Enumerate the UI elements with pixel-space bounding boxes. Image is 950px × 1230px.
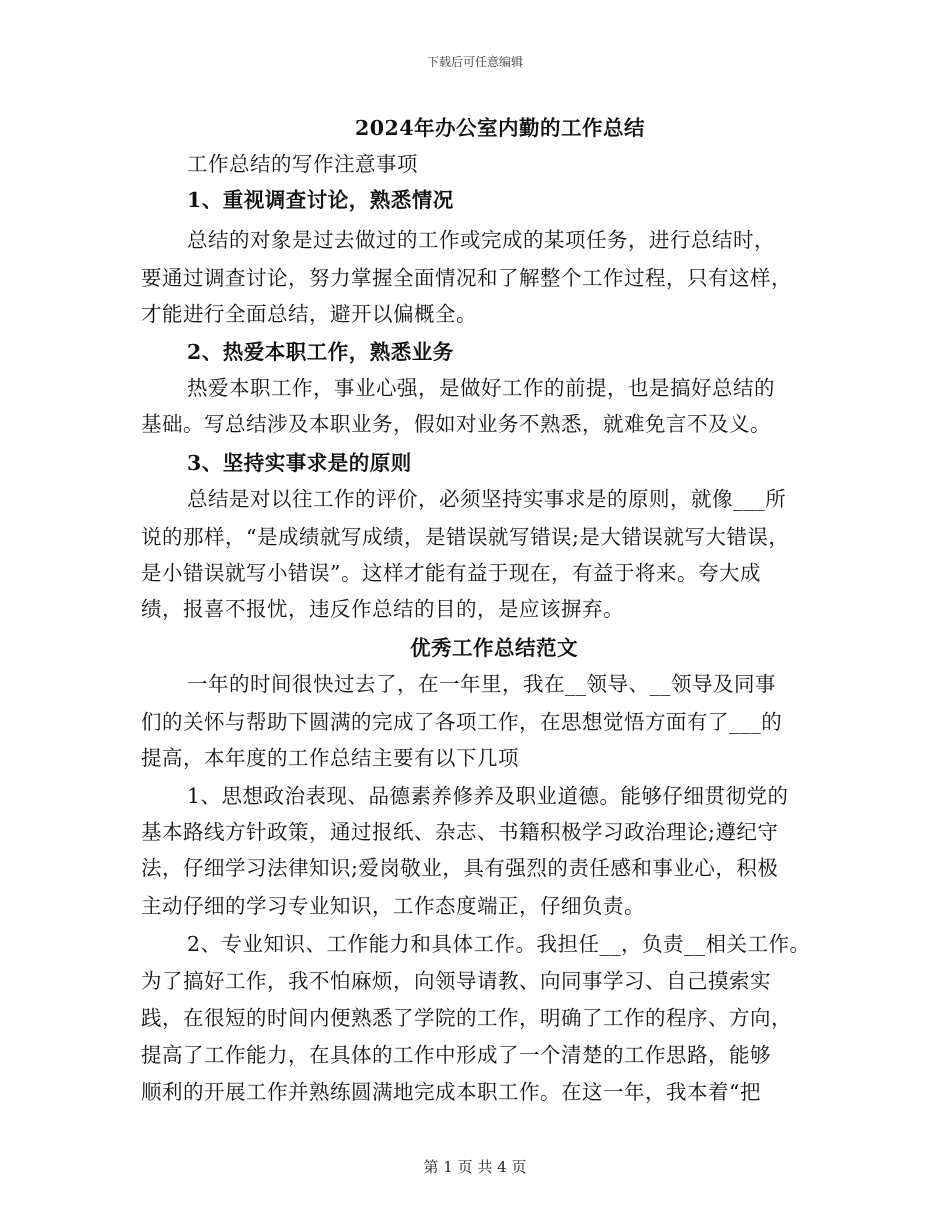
paragraph-line: 总结的对象是过去做过的工作或完成的某项任务，进行总结时，: [187, 228, 775, 252]
document-title: 2024年办公室内勤的工作总结: [355, 116, 646, 140]
paragraph-line: 是小错误就写小错误”。这样才能有益于现在，有益于将来。夸大成: [141, 561, 761, 585]
subtitle: 工作总结的写作注意事项: [187, 152, 418, 176]
paragraph-line: 为了搞好工作，我不怕麻烦，向领导请教、向同事学习、自己摸索实: [141, 969, 771, 993]
header-note: 下载后可任意编辑: [426, 55, 523, 69]
paragraph-line: 说的那样，“是成绩就写成绩，是错误就写错误;是大错误就写大错误，: [141, 525, 790, 549]
paragraph-line: 才能进行全面总结，避开以偏概全。: [141, 302, 477, 326]
heading-1: 1、重视调查讨论，熟悉情况: [187, 188, 454, 212]
paragraph-line: 主动仔细的学习专业知识，工作态度端正，仔细负责。: [141, 894, 645, 918]
paragraph-line: 提高，本年度的工作总结主要有以下几项: [141, 746, 519, 770]
paragraph-line: 顺利的开展工作并熟练圆满地完成本职工作。在这一年，我本着“把: [141, 1080, 761, 1104]
heading-3: 3、坚持实事求是的原则: [187, 451, 412, 475]
paragraph-line: 热爱本职工作，事业心强，是做好工作的前提，也是搞好总结的: [187, 376, 775, 400]
heading-2: 2、热爱本职工作，熟悉业务: [187, 340, 454, 364]
paragraph-line: 一年的时间很快过去了，在一年里，我在__领导、__领导及同事: [187, 672, 776, 696]
paragraph-line: 1、思想政治表现、品德素养修养及职业道德。能够仔细贯彻党的: [187, 784, 789, 808]
paragraph-line: 要通过调查讨论，努力掌握全面情况和了解整个工作过程，只有这样，: [141, 266, 792, 290]
paragraph-line: 总结是对以往工作的评价，必须坚持实事求是的原则，就像___所: [187, 487, 787, 511]
paragraph-line: 2、专业知识、工作能力和具体工作。我担任__，负责__相关工作。: [187, 932, 811, 956]
paragraph-line: 基础。写总结涉及本职业务，假如对业务不熟悉，就难免言不及义。: [141, 412, 771, 436]
paragraph-line: 们的关怀与帮助下圆满的完成了各项工作，在思想觉悟方面有了___的: [141, 710, 783, 734]
paragraph-line: 践，在很短的时间内便熟悉了学院的工作，明确了工作的程序、方向，: [141, 1006, 792, 1030]
page-number: 第 1 页 共 4 页: [423, 1158, 527, 1176]
paragraph-line: 基本路线方针政策，通过报纸、杂志、书籍积极学习政治理论;遵纪守: [141, 820, 779, 844]
section-title: 优秀工作总结范文: [410, 636, 578, 660]
paragraph-line: 提高了工作能力，在具体的工作中形成了一个清楚的工作思路，能够: [141, 1043, 771, 1067]
paragraph-line: 绩，报喜不报忧，违反作总结的目的，是应该摒弃。: [141, 597, 624, 621]
paragraph-line: 法，仔细学习法律知识;爱岗敬业，具有强烈的责任感和事业心，积极: [141, 856, 779, 880]
